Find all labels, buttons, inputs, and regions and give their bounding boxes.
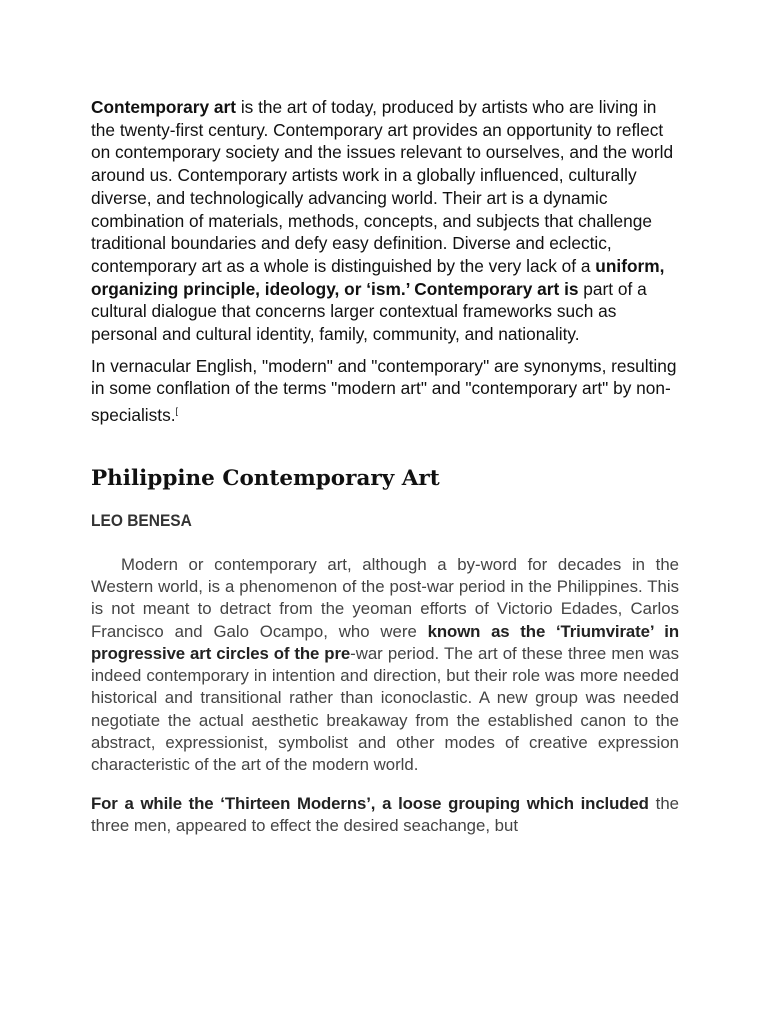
- intro-text-b: part of a cultural dialogue that concerns larger contextual frameworks such as personal and cultural identity, family, community, and nationality.: [91, 278, 647, 345]
- vernacular-paragraph: [91, 355, 679, 427]
- article-p2-emphasis: For a while the ‘Thirteen Moderns’, a loose grouping which included: [91, 793, 649, 813]
- intro-emphasis: uniform, organizing principle, ideology, or ‘ism.’ Contemporary art is: [91, 255, 665, 299]
- section-title: Philippine Contemporary Art: [91, 465, 440, 491]
- intro-text-a: is the art of today, produced by artists who are living in the twenty-first century. Contemporary art provides an opportunity to reflect on contemporary society and the issues relevant to ourselves, and the world around us. Contemporary artists work in a globally influenced, culturally diverse, and technologically advancing world. Their art is a dynamic combination of materials, methods, concepts, and subjects that challenge traditional boundaries and defy easy definition. Diverse and eclectic, contemporary art as a whole is distinguished by the very lack of a: [91, 97, 674, 276]
- intro-lead-bold: Contemporary art: [91, 97, 237, 117]
- article-paragraph-2: [91, 793, 679, 838]
- article-p2-text: the three men, appeared to effect the desired seachange, but: [91, 793, 679, 835]
- footnote-marker: [: [175, 406, 179, 417]
- document-page: [91, 96, 679, 837]
- vernacular-text: In vernacular English, "modern" and "contemporary" are synonyms, resulting in some conflation of the terms "modern art" and "contemporary art" by non-specialists.: [91, 355, 677, 425]
- intro-paragraph: [91, 96, 679, 346]
- author-name: LEO BENESA: [91, 511, 192, 530]
- article-paragraph-1: [91, 554, 679, 777]
- article-p1-emphasis: known as the ‘Triumvirate’ in progressive art circles of the pre: [91, 621, 679, 663]
- article-p1-text-a: Modern or contemporary art, although a by-word for decades in the Western world, is a phenomenon of the post-war period in the Philippines. This is not meant to detract from the yeoman efforts of Victorio Edades, Carlos Francisco and Galo Ocampo, who were: [91, 554, 679, 641]
- article-p1-text-b: -war period. The art of these three men was indeed contemporary in intention and direction, but their role was more needed historical and transitional rather than iconoclastic. A new group was needed negotiate the actual aesthetic breakaway from the established canon to the abstract, expressionist, symbolist and other modes of creative expression characteristic of the art of the modern world.: [91, 643, 679, 775]
